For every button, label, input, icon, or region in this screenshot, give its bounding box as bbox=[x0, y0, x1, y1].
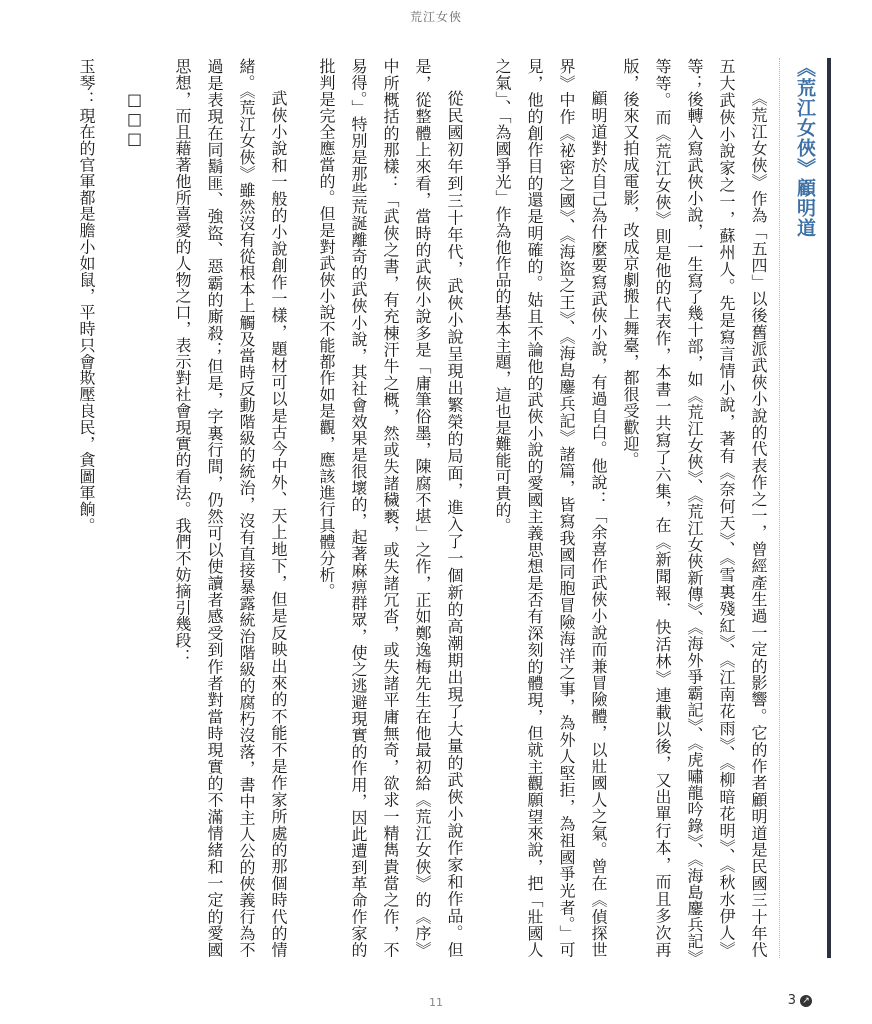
paragraph-gap bbox=[470, 58, 486, 958]
running-header: 荒江女俠 bbox=[409, 10, 462, 24]
placeholder-boxes: □□□ bbox=[125, 90, 144, 149]
paragraph-gap bbox=[102, 58, 118, 958]
paragraph-2: 顧明道對於自己為什麼要寫武俠小說，有過自白。他說：「余喜作武俠小說而兼冒險體，以壯國人之氣。曾在《偵探世界》中作《祕密之國》、《海盜之王》、《海島鏖兵記》諸篇，皆寫我國同胞冒險海洋之事，為外人堅拒，為祖國爭光者。」可見，他的創作目的還是明確的。姑且不論他的武俠小說的愛國主義思想是否有深刻的體現，但就主觀願望來說，把「壯國人之氣」、「為國爭光」作為他作品的基本主題，這也是難能可貴的。 bbox=[493, 58, 608, 958]
paragraph-gap bbox=[294, 58, 310, 958]
paragraph-1: 《荒江女俠》作為「五四」以後舊派武俠小說的代表作之一，曾經產生過一定的影響。它的作者顧明道是民國三十年代五大武俠小說家之一，蘇州人。先是寫言情小說，著有《奈何天》、《雪裏殘紅》、《江南花雨》、《柳暗花明》、《秋水伊人》等；後轉入寫武俠小說，一生寫了幾十部，如《荒江女俠》、《荒江女俠新傳》、《海外爭霸記》、《虎嘯龍吟錄》、《海島鏖兵記》等等。而《荒江女俠》則是他的代表作，本書一共寫了六集，在《新聞報．快活林》連載以後，又出單行本，而且多次再版，後來又拍成電影，改成京劇搬上舞臺，都很受歡迎。 bbox=[621, 58, 768, 958]
quote-line: 玉琴：現在的官軍都是膽小如鼠，平時只會欺壓良民，貪圖軍餉。 bbox=[77, 58, 96, 534]
vertical-text-body bbox=[70, 58, 831, 958]
arrow-circle-icon: ↗ bbox=[800, 995, 812, 1007]
paragraph-3: 從民國初年到三十年代，武俠小說呈現出繁榮的局面，進入了一個新的高潮期出現了大量的武俠小說作家和作品。但是，從整體上來看，當時的武俠小說多是「庸筆俗墨，陳腐不堪」之作，正如鄭逸梅先生在他最初給《荒江女俠》的《序》中所概括的那樣：「武俠之書，有充棟汗牛之概，然或失諸穢褻，或失諸冗沓，或失諸平庸無奇，欲求一精雋貴當之作，不易得。」特別是那些荒誕離奇的武俠小說，其社會效果是很壞的，起著麻痹群眾，使之逃避現實的作用，因此遭到革命作家的批判是完全應當的。但是對武俠小說不能都作如是觀，應該進行具體分析。 bbox=[317, 58, 464, 958]
badge-count: 3 bbox=[787, 993, 796, 1008]
title-rule bbox=[827, 58, 831, 958]
article-title-block bbox=[785, 58, 831, 958]
page-number: 11 bbox=[429, 996, 443, 1009]
article-title: 《荒江女俠》顧明道 bbox=[794, 58, 816, 238]
paragraph-gap bbox=[150, 58, 166, 958]
paragraph-4: 武俠小說和一般的小說創作一樣，題材可以是古今中外、天上地下，但是反映出來的不能不是作家所處的那個時代的情緒。《荒江女俠》雖然沒有從根本上觸及當時反動階級的統治，沒有直接暴露統治階級的腐朽沒落，書中主人公的俠義行為不過是表現在同鬍匪、強盜、惡霸的廝殺；但是，字裏行間，仍然可以使讀者感受到作者對當時現實的不滿情緒和一定的愛國思想，而且藉著他所喜愛的人物之口，表示對社會現實的看法。我們不妨摘引幾段： bbox=[173, 58, 288, 958]
vertical-page bbox=[70, 58, 816, 958]
dotted-divider bbox=[779, 58, 780, 958]
page-badge[interactable] bbox=[788, 993, 812, 1008]
